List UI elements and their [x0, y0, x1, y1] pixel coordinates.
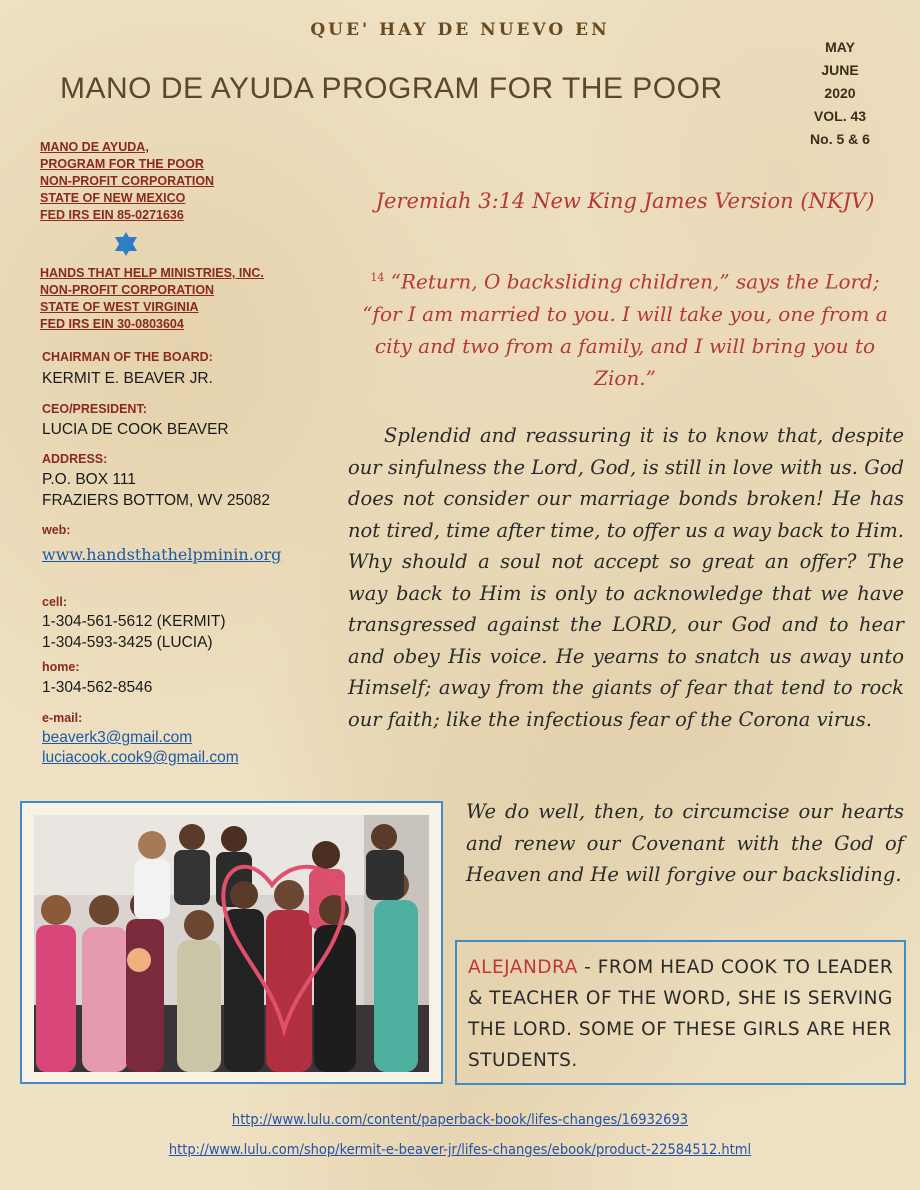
group-photo-image: [34, 815, 429, 1072]
issue-month-2: JUNE: [821, 62, 859, 78]
cell-numbers: [42, 611, 226, 653]
org2-block: [40, 265, 264, 333]
org1-line: PROGRAM FOR THE POOR: [40, 157, 204, 171]
home-label: home:: [42, 660, 80, 674]
home-number: 1-304-562-8546: [42, 679, 153, 696]
ebook-link[interactable]: http://www.lulu.com/shop/kermit-e-beaver-jr/lifes-changes/ebook/product-22584512.html: [168, 1142, 752, 1158]
article-paragraph-2: We do well, then, to circumcise our hearts and renew our Covenant with the God of Heaven and He will forgive our backsliding.: [466, 800, 904, 886]
newsletter-kicker: QUE' HAY DE NUEVO EN: [310, 20, 610, 40]
address: [42, 469, 270, 511]
chairman-label: CHAIRMAN OF THE BOARD:: [42, 350, 213, 364]
star-of-david-icon: [113, 231, 139, 257]
cell-number: 1-304-593-3425 (LUCIA): [42, 634, 213, 651]
org1-block: [40, 139, 214, 224]
web-label: web:: [42, 523, 71, 537]
org1-line: MANO DE AYUDA,: [40, 140, 149, 154]
address-label: ADDRESS:: [42, 452, 108, 466]
website-link[interactable]: www.handsthathelpminin.org: [42, 545, 282, 564]
ceo-name: LUCIA DE COOK BEAVER: [42, 421, 229, 438]
email-link-kermit[interactable]: beaverk3@gmail.com: [42, 729, 193, 746]
org2-line: HANDS THAT HELP MINISTRIES, INC.: [40, 266, 264, 280]
address-line: P.O. BOX 111: [42, 471, 136, 488]
issue-info: [800, 36, 880, 151]
group-photo: [20, 801, 443, 1084]
issue-year: 2020: [824, 85, 856, 101]
address-line: FRAZIERS BOTTOM, WV 25082: [42, 492, 270, 509]
newsletter-title: MANO DE AYUDA PROGRAM FOR THE POOR: [60, 72, 723, 105]
issue-volume: VOL. 43: [813, 108, 867, 124]
article-paragraph-1: Splendid and reassuring it is to know that, despite our sinfulness the Lord, God, is still in love with us. God does not consider our marriage bonds broken! He has not tired, time after time, to offer us a way back to Him. Why should a soul not accept so great an offer? The way back to Him is only to acknowledge that we have transgressed against the LORD, our God and to hear and obey His voice. He yearns to snatch us away unto Himself; away from the giants of fear that tend to rock our faith; like the infectious fear of the Corona virus.: [348, 424, 904, 731]
org1-line: STATE OF NEW MEXICO: [40, 191, 186, 205]
verse-reference: Jeremiah 3:14 New King James Version (NKJV): [375, 189, 875, 213]
email-link-lucia[interactable]: luciacook.cook9@gmail.com: [42, 749, 239, 766]
org1-line: FED IRS EIN 85-0271636: [40, 208, 184, 222]
email-label: e-mail:: [42, 711, 83, 725]
cell-label: cell:: [42, 595, 68, 609]
ceo-label: CEO/PRESIDENT:: [42, 402, 147, 416]
cell-number: 1-304-561-5612 (KERMIT): [42, 613, 226, 630]
org2-line: NON-PROFIT CORPORATION: [40, 283, 215, 297]
org2-line: FED IRS EIN 30-0803604: [40, 317, 184, 331]
verse-body: “Return, O backsliding children,” says the Lord; “for I am married to you. I will take you, one from a city and two from a family, and I will bring you to Zion.”: [362, 269, 888, 390]
org1-line: NON-PROFIT CORPORATION: [40, 174, 215, 188]
paperback-book-link[interactable]: http://www.lulu.com/content/paperback-book/lifes-changes/16932693: [231, 1112, 689, 1128]
verse-text: [350, 262, 900, 394]
issue-month-1: MAY: [825, 39, 855, 55]
photo-caption: [468, 952, 904, 1076]
issue-number: No. 5 & 6: [810, 131, 870, 147]
org2-line: STATE OF WEST VIRGINIA: [40, 300, 199, 314]
caption-name: ALEJANDRA: [468, 957, 578, 978]
verse-number: 14: [370, 271, 385, 284]
chairman-name: KERMIT E. BEAVER JR.: [42, 370, 213, 387]
caption-text: - FROM HEAD COOK TO LEADER & TEACHER OF THE WORD, SHE IS SERVING THE LORD. SOME OF THESE GIRLS ARE HER STUDENTS.: [468, 957, 894, 1071]
